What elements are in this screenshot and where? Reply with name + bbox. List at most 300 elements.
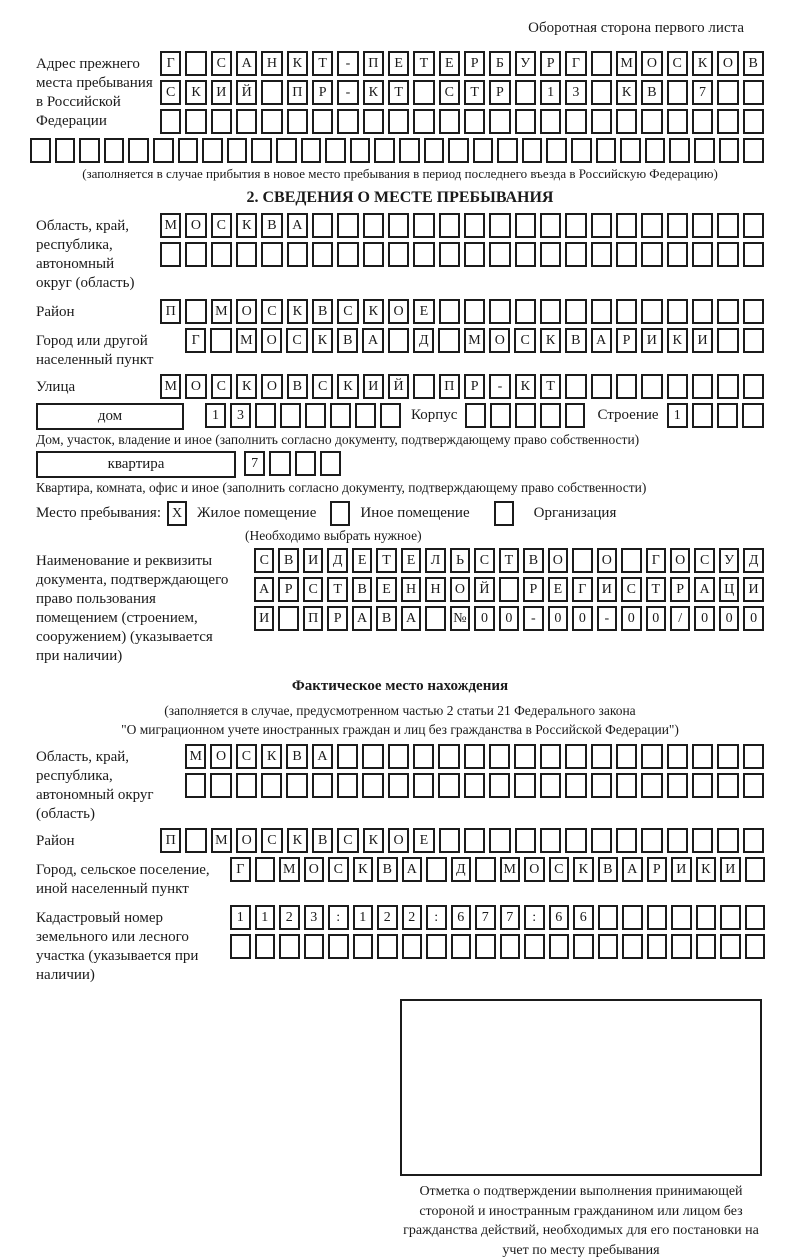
form-cell[interactable]: Т: [312, 51, 333, 76]
form-cell[interactable]: [591, 109, 612, 134]
form-cell[interactable]: И: [641, 328, 662, 353]
form-cell[interactable]: Р: [523, 577, 543, 602]
form-cell[interactable]: В: [352, 577, 372, 602]
form-cell[interactable]: [236, 242, 257, 267]
form-cell[interactable]: 0: [499, 606, 519, 631]
form-cell[interactable]: [616, 374, 637, 399]
form-cell[interactable]: К: [696, 857, 717, 882]
form-cell[interactable]: Г: [565, 51, 586, 76]
form-cell[interactable]: [549, 934, 570, 959]
form-cell[interactable]: [743, 374, 764, 399]
form-cell[interactable]: [413, 213, 434, 238]
form-cell[interactable]: [522, 138, 543, 163]
form-cell[interactable]: С: [211, 374, 232, 399]
form-cell[interactable]: Е: [376, 577, 396, 602]
form-cell[interactable]: А: [622, 857, 643, 882]
form-cell[interactable]: [667, 828, 688, 853]
form-cell[interactable]: Р: [464, 51, 485, 76]
form-cell[interactable]: Й: [236, 80, 257, 105]
form-cell[interactable]: П: [439, 374, 460, 399]
form-cell[interactable]: [667, 109, 688, 134]
form-cell[interactable]: -: [337, 80, 358, 105]
form-cell[interactable]: 0: [743, 606, 763, 631]
form-cell[interactable]: [388, 242, 409, 267]
form-cell[interactable]: [692, 213, 713, 238]
form-cell[interactable]: О: [489, 328, 510, 353]
form-cell[interactable]: О: [524, 857, 545, 882]
form-cell[interactable]: [312, 213, 333, 238]
form-cell[interactable]: В: [565, 328, 586, 353]
form-cell[interactable]: [596, 138, 617, 163]
form-cell[interactable]: [413, 374, 434, 399]
form-cell[interactable]: [312, 773, 333, 798]
form-cell[interactable]: О: [185, 374, 206, 399]
form-cell[interactable]: К: [515, 374, 536, 399]
form-cell[interactable]: В: [377, 857, 398, 882]
form-cell[interactable]: Г: [160, 51, 181, 76]
form-cell[interactable]: [320, 451, 341, 476]
form-cell[interactable]: И: [303, 548, 323, 573]
form-cell[interactable]: [465, 403, 486, 428]
form-cell[interactable]: П: [160, 828, 181, 853]
form-cell[interactable]: [230, 934, 251, 959]
form-cell[interactable]: [540, 828, 561, 853]
form-cell[interactable]: О: [261, 328, 282, 353]
form-cell[interactable]: [591, 242, 612, 267]
form-cell[interactable]: [616, 299, 637, 324]
form-cell[interactable]: [185, 51, 206, 76]
form-cell[interactable]: [380, 403, 401, 428]
form-cell[interactable]: 7: [500, 905, 521, 930]
form-cell[interactable]: [104, 138, 125, 163]
form-cell[interactable]: С: [694, 548, 714, 573]
form-cell[interactable]: [210, 328, 231, 353]
form-cell[interactable]: [413, 773, 434, 798]
form-cell[interactable]: :: [328, 905, 349, 930]
form-cell[interactable]: -: [489, 374, 510, 399]
form-cell[interactable]: С: [286, 328, 307, 353]
form-cell[interactable]: Р: [464, 374, 485, 399]
form-cell[interactable]: С: [303, 577, 323, 602]
form-cell[interactable]: К: [287, 51, 308, 76]
form-cell[interactable]: [153, 138, 174, 163]
form-cell[interactable]: [388, 109, 409, 134]
form-cell[interactable]: [350, 138, 371, 163]
form-cell[interactable]: [565, 213, 586, 238]
form-cell[interactable]: [464, 299, 485, 324]
form-cell[interactable]: Н: [261, 51, 282, 76]
form-cell[interactable]: И: [671, 857, 692, 882]
form-cell[interactable]: Р: [540, 51, 561, 76]
form-cell[interactable]: [287, 242, 308, 267]
form-cell[interactable]: К: [261, 744, 282, 769]
form-cell[interactable]: [330, 403, 351, 428]
form-cell[interactable]: С: [474, 548, 494, 573]
form-cell[interactable]: [591, 374, 612, 399]
form-cell[interactable]: [641, 773, 662, 798]
form-cell[interactable]: Д: [413, 328, 434, 353]
form-cell[interactable]: [598, 934, 619, 959]
form-cell[interactable]: В: [287, 374, 308, 399]
form-cell[interactable]: К: [667, 328, 688, 353]
form-cell[interactable]: [363, 242, 384, 267]
form-cell[interactable]: [464, 213, 485, 238]
form-cell[interactable]: [438, 328, 459, 353]
form-cell[interactable]: М: [464, 328, 485, 353]
form-cell[interactable]: [616, 828, 637, 853]
form-cell[interactable]: [717, 773, 738, 798]
form-cell[interactable]: О: [388, 299, 409, 324]
form-cell[interactable]: [269, 451, 290, 476]
form-cell[interactable]: Б: [489, 51, 510, 76]
form-cell[interactable]: [279, 934, 300, 959]
form-cell[interactable]: [524, 934, 545, 959]
form-cell[interactable]: [489, 242, 510, 267]
form-cell[interactable]: /: [670, 606, 690, 631]
form-cell[interactable]: [305, 403, 326, 428]
form-cell[interactable]: [717, 744, 738, 769]
form-cell[interactable]: [667, 80, 688, 105]
form-cell[interactable]: [328, 934, 349, 959]
form-cell[interactable]: А: [254, 577, 274, 602]
form-cell[interactable]: П: [303, 606, 323, 631]
form-cell[interactable]: [355, 403, 376, 428]
form-cell[interactable]: Р: [312, 80, 333, 105]
form-cell[interactable]: [743, 773, 764, 798]
form-cell[interactable]: И: [254, 606, 274, 631]
form-cell[interactable]: [424, 138, 445, 163]
form-cell[interactable]: [413, 109, 434, 134]
form-cell[interactable]: [540, 109, 561, 134]
form-cell[interactable]: С: [549, 857, 570, 882]
form-cell[interactable]: 3: [304, 905, 325, 930]
form-cell[interactable]: [692, 828, 713, 853]
form-cell[interactable]: С: [312, 374, 333, 399]
form-cell[interactable]: Т: [413, 51, 434, 76]
form-cell[interactable]: М: [616, 51, 637, 76]
form-cell[interactable]: [565, 744, 586, 769]
form-cell[interactable]: [178, 138, 199, 163]
form-cell[interactable]: -: [337, 51, 358, 76]
form-cell[interactable]: В: [278, 548, 298, 573]
form-cell[interactable]: [591, 828, 612, 853]
form-cell[interactable]: [413, 242, 434, 267]
form-cell[interactable]: Е: [401, 548, 421, 573]
form-cell[interactable]: 7: [244, 451, 265, 476]
form-cell[interactable]: [647, 905, 668, 930]
form-cell[interactable]: [363, 109, 384, 134]
form-cell[interactable]: [743, 109, 764, 134]
form-cell[interactable]: 6: [573, 905, 594, 930]
form-cell[interactable]: Р: [489, 80, 510, 105]
form-cell[interactable]: [667, 242, 688, 267]
form-cell[interactable]: К: [236, 374, 257, 399]
form-cell[interactable]: [464, 773, 485, 798]
form-cell[interactable]: [717, 403, 738, 428]
form-cell[interactable]: О: [236, 828, 257, 853]
form-cell[interactable]: [413, 80, 434, 105]
form-cell[interactable]: А: [362, 328, 383, 353]
form-cell[interactable]: [571, 138, 592, 163]
form-cell[interactable]: [743, 828, 764, 853]
form-cell[interactable]: С: [439, 80, 460, 105]
form-cell[interactable]: [439, 242, 460, 267]
form-cell[interactable]: [591, 773, 612, 798]
form-cell[interactable]: [337, 109, 358, 134]
form-cell[interactable]: [720, 934, 741, 959]
form-cell[interactable]: 7: [475, 905, 496, 930]
form-cell[interactable]: [236, 773, 257, 798]
form-cell[interactable]: [278, 606, 298, 631]
form-cell[interactable]: Т: [376, 548, 396, 573]
form-cell[interactable]: [591, 744, 612, 769]
form-cell[interactable]: В: [523, 548, 543, 573]
form-cell[interactable]: К: [573, 857, 594, 882]
form-cell[interactable]: [573, 934, 594, 959]
form-cell[interactable]: [489, 744, 510, 769]
form-cell[interactable]: [374, 138, 395, 163]
form-cell[interactable]: [540, 242, 561, 267]
form-cell[interactable]: Г: [572, 577, 592, 602]
form-cell[interactable]: [692, 299, 713, 324]
form-cell[interactable]: [227, 138, 248, 163]
form-cell[interactable]: [185, 109, 206, 134]
form-cell[interactable]: О: [210, 744, 231, 769]
form-cell[interactable]: [565, 242, 586, 267]
form-cell[interactable]: 6: [549, 905, 570, 930]
form-cell[interactable]: С: [261, 299, 282, 324]
form-cell[interactable]: О: [388, 828, 409, 853]
form-cell[interactable]: [489, 828, 510, 853]
form-cell[interactable]: М: [160, 213, 181, 238]
form-cell[interactable]: [745, 905, 766, 930]
form-cell[interactable]: С: [337, 299, 358, 324]
form-cell[interactable]: А: [591, 328, 612, 353]
form-cell[interactable]: Е: [388, 51, 409, 76]
form-cell[interactable]: -: [597, 606, 617, 631]
form-cell[interactable]: [439, 828, 460, 853]
form-cell[interactable]: 1: [255, 905, 276, 930]
form-cell[interactable]: -: [523, 606, 543, 631]
form-cell[interactable]: [160, 109, 181, 134]
form-cell[interactable]: В: [376, 606, 396, 631]
form-cell[interactable]: [287, 109, 308, 134]
form-cell[interactable]: 2: [279, 905, 300, 930]
form-cell[interactable]: Е: [413, 828, 434, 853]
form-cell[interactable]: Д: [451, 857, 472, 882]
form-cell[interactable]: [251, 138, 272, 163]
form-cell[interactable]: О: [717, 51, 738, 76]
form-cell[interactable]: А: [312, 744, 333, 769]
form-cell[interactable]: И: [743, 577, 763, 602]
form-cell[interactable]: Р: [670, 577, 690, 602]
residence-type-checkbox-zhiloe[interactable]: X: [167, 501, 187, 526]
form-cell[interactable]: 0: [621, 606, 641, 631]
form-cell[interactable]: [304, 934, 325, 959]
form-cell[interactable]: В: [312, 299, 333, 324]
form-cell[interactable]: [621, 548, 641, 573]
form-cell[interactable]: 2: [377, 905, 398, 930]
form-cell[interactable]: [515, 109, 536, 134]
form-cell[interactable]: 1: [540, 80, 561, 105]
form-cell[interactable]: 1: [353, 905, 374, 930]
form-cell[interactable]: [671, 905, 692, 930]
form-cell[interactable]: [540, 403, 561, 428]
form-cell[interactable]: А: [694, 577, 714, 602]
form-cell[interactable]: Д: [327, 548, 347, 573]
form-cell[interactable]: М: [185, 744, 206, 769]
form-cell[interactable]: [565, 299, 586, 324]
form-cell[interactable]: [185, 242, 206, 267]
form-cell[interactable]: [720, 905, 741, 930]
form-cell[interactable]: [515, 213, 536, 238]
form-cell[interactable]: [236, 109, 257, 134]
form-cell[interactable]: А: [236, 51, 257, 76]
form-cell[interactable]: [425, 606, 445, 631]
form-cell[interactable]: П: [363, 51, 384, 76]
form-cell[interactable]: [641, 374, 662, 399]
form-cell[interactable]: [255, 857, 276, 882]
form-cell[interactable]: К: [363, 299, 384, 324]
form-cell[interactable]: [717, 828, 738, 853]
form-cell[interactable]: [451, 934, 472, 959]
form-cell[interactable]: [295, 451, 316, 476]
form-cell[interactable]: О: [261, 374, 282, 399]
form-cell[interactable]: [669, 138, 690, 163]
form-cell[interactable]: [546, 138, 567, 163]
form-cell[interactable]: [202, 138, 223, 163]
form-cell[interactable]: С: [211, 213, 232, 238]
form-cell[interactable]: [377, 934, 398, 959]
form-cell[interactable]: [641, 109, 662, 134]
form-cell[interactable]: [717, 374, 738, 399]
form-cell[interactable]: [667, 773, 688, 798]
form-cell[interactable]: [717, 328, 738, 353]
form-cell[interactable]: [497, 138, 518, 163]
form-cell[interactable]: Р: [278, 577, 298, 602]
form-cell[interactable]: С: [621, 577, 641, 602]
form-cell[interactable]: [388, 744, 409, 769]
form-cell[interactable]: [671, 934, 692, 959]
form-cell[interactable]: В: [312, 828, 333, 853]
form-cell[interactable]: Н: [425, 577, 445, 602]
form-cell[interactable]: [743, 744, 764, 769]
form-cell[interactable]: [312, 242, 333, 267]
form-cell[interactable]: У: [719, 548, 739, 573]
form-cell[interactable]: [388, 773, 409, 798]
form-cell[interactable]: Ь: [450, 548, 470, 573]
form-cell[interactable]: 3: [565, 80, 586, 105]
form-cell[interactable]: Й: [474, 577, 494, 602]
form-cell[interactable]: [426, 857, 447, 882]
form-cell[interactable]: 0: [694, 606, 714, 631]
form-cell[interactable]: [489, 109, 510, 134]
form-cell[interactable]: [641, 242, 662, 267]
form-cell[interactable]: [745, 934, 766, 959]
form-cell[interactable]: [598, 905, 619, 930]
form-cell[interactable]: М: [500, 857, 521, 882]
form-cell[interactable]: [388, 213, 409, 238]
form-cell[interactable]: К: [337, 374, 358, 399]
form-cell[interactable]: [694, 138, 715, 163]
form-cell[interactable]: [337, 773, 358, 798]
form-cell[interactable]: П: [160, 299, 181, 324]
form-cell[interactable]: С: [667, 51, 688, 76]
form-cell[interactable]: :: [524, 905, 545, 930]
form-cell[interactable]: [362, 744, 383, 769]
form-cell[interactable]: [591, 299, 612, 324]
form-cell[interactable]: М: [236, 328, 257, 353]
form-cell[interactable]: О: [641, 51, 662, 76]
form-cell[interactable]: С: [328, 857, 349, 882]
form-cell[interactable]: У: [515, 51, 536, 76]
form-cell[interactable]: [464, 109, 485, 134]
form-cell[interactable]: [641, 828, 662, 853]
form-cell[interactable]: 1: [230, 905, 251, 930]
form-cell[interactable]: [743, 242, 764, 267]
form-cell[interactable]: С: [254, 548, 274, 573]
form-cell[interactable]: А: [402, 857, 423, 882]
form-cell[interactable]: [211, 242, 232, 267]
form-cell[interactable]: [515, 80, 536, 105]
form-cell[interactable]: [185, 773, 206, 798]
form-cell[interactable]: К: [185, 80, 206, 105]
form-cell[interactable]: 7: [692, 80, 713, 105]
form-cell[interactable]: С: [261, 828, 282, 853]
form-cell[interactable]: О: [597, 548, 617, 573]
form-cell[interactable]: [79, 138, 100, 163]
form-cell[interactable]: Т: [388, 80, 409, 105]
form-cell[interactable]: [696, 905, 717, 930]
form-cell[interactable]: Л: [425, 548, 445, 573]
form-cell[interactable]: [475, 857, 496, 882]
form-cell[interactable]: [743, 138, 764, 163]
form-cell[interactable]: [475, 934, 496, 959]
form-cell[interactable]: К: [363, 80, 384, 105]
form-cell[interactable]: [439, 213, 460, 238]
form-cell[interactable]: В: [286, 744, 307, 769]
form-cell[interactable]: [55, 138, 76, 163]
form-cell[interactable]: [261, 80, 282, 105]
form-cell[interactable]: :: [426, 905, 447, 930]
form-cell[interactable]: [128, 138, 149, 163]
form-cell[interactable]: [717, 242, 738, 267]
form-cell[interactable]: [591, 51, 612, 76]
form-cell[interactable]: 1: [667, 403, 688, 428]
form-cell[interactable]: [565, 109, 586, 134]
form-cell[interactable]: [499, 577, 519, 602]
form-cell[interactable]: [717, 80, 738, 105]
form-cell[interactable]: [692, 744, 713, 769]
form-cell[interactable]: [667, 213, 688, 238]
form-cell[interactable]: [745, 857, 766, 882]
form-cell[interactable]: [743, 328, 764, 353]
form-cell[interactable]: [692, 403, 713, 428]
form-cell[interactable]: [743, 80, 764, 105]
form-cell[interactable]: А: [352, 606, 372, 631]
form-cell[interactable]: [717, 299, 738, 324]
form-cell[interactable]: В: [598, 857, 619, 882]
residence-type-checkbox-inoe[interactable]: [330, 501, 350, 526]
form-cell[interactable]: Е: [548, 577, 568, 602]
form-cell[interactable]: Г: [230, 857, 251, 882]
form-cell[interactable]: [719, 138, 740, 163]
form-cell[interactable]: [540, 213, 561, 238]
form-cell[interactable]: [280, 403, 301, 428]
form-cell[interactable]: Т: [327, 577, 347, 602]
form-cell[interactable]: 0: [646, 606, 666, 631]
form-cell[interactable]: [490, 403, 511, 428]
